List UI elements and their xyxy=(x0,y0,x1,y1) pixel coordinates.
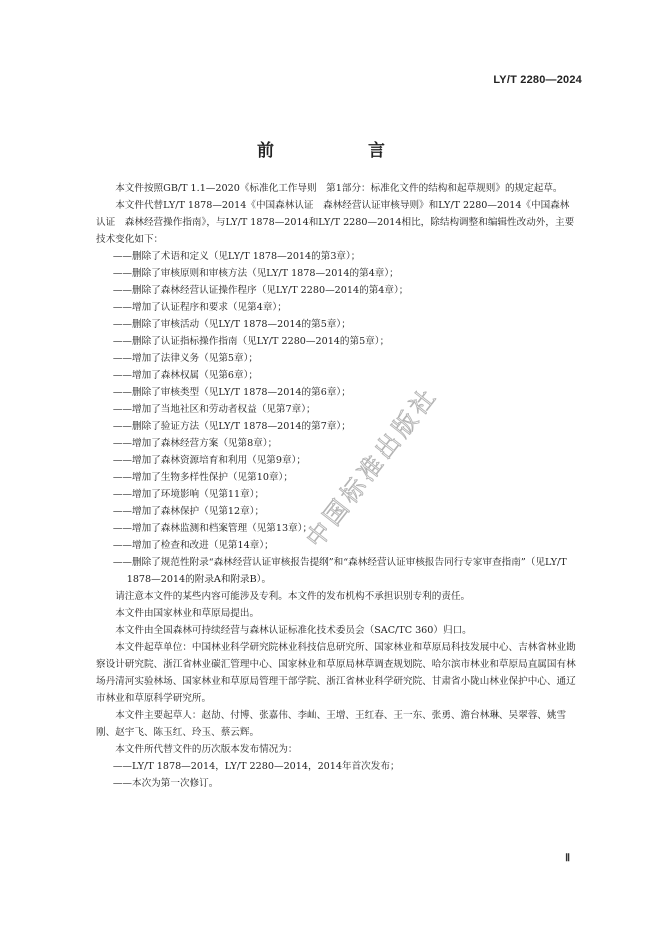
paragraph: 本文件按照GB/T 1.1—2020《标准化工作导则 第1部分：标准化文件的结构和起草规则》的规定起草。 xyxy=(115,183,563,194)
page-number: Ⅱ xyxy=(565,853,570,864)
list-item: ——删除了审核原则和审核方法（见LY/T 1878—2014的第4章）； xyxy=(112,268,399,279)
list-item: ——增加了法律义务（见第5章）； xyxy=(112,353,259,364)
paragraph: 本文件代替LY/T 1878—2014《中国森林认证 森林经营认证审核导则》和LY/T 2280—2014《中国森林认证 森林经营操作指南》，与LY/T 1878—2014和LY/T 2280—2014相比，除结构调整和编辑性改动外，主要技术变化如下： xyxy=(96,200,575,245)
list-item: ——增加了认证程序和要求（见第4章）； xyxy=(112,302,287,313)
list-item: ——删除了审核活动（见LY/T 1878—2014的第5章）； xyxy=(112,319,351,330)
list-item: ——删除了审核类型（见LY/T 1878—2014的第6章）； xyxy=(112,387,351,398)
list-item: ——删除了认证指标操作指南（见LY/T 2280—2014的第5章）； xyxy=(112,336,390,347)
list-item: ——增加了森林监测和档案管理（见第13章）； xyxy=(112,523,313,534)
list-item: ——增加了森林经营方案（见第8章）； xyxy=(112,438,278,449)
publisher-watermark: 中国标准出版社 xyxy=(300,381,444,553)
list-item: ——增加了森林资源培育和利用（见第9章）； xyxy=(112,455,306,466)
paragraph: 本文件所代替文件的历次版本发布情况为： xyxy=(115,744,298,755)
list-item: ——增加了当地社区和劳动者权益（见第7章）； xyxy=(112,404,316,415)
list-item: ——LY/T 1878—2014，LY/T 2280—2014，2014年首次发布； xyxy=(112,761,400,772)
list-item: ——增加了森林保护（见第12章）； xyxy=(112,506,265,517)
history-list xyxy=(96,758,576,792)
paragraph: 本文件由国家林业和草原局提出。 xyxy=(115,608,260,619)
page-title: 前 言 xyxy=(257,141,405,161)
list-item: ——本次为第一次修订。 xyxy=(112,778,219,789)
list-item: ——增加了生物多样性保护（见第10章）； xyxy=(112,472,293,483)
paragraph: 本文件起草单位：中国林业科学研究院林业科技信息研究所、国家林业和草原局科技发展中心、吉林省林业勘察设计研究院、浙江省林业碳汇管理中心、国家林业和草原局林草调查规划院、哈尔滨市林业和草原局直属国有林场丹清河实验林场、国家林业和草原局管理干部学院、浙江省林业科学研究院、甘肃省小陇山林业保护中心、通辽市林业和草原科学研究所。 xyxy=(96,642,576,704)
list-item: ——增加了环境影响（见第11章）； xyxy=(112,489,265,500)
paragraph: 本文件主要起草人：赵劼、付博、张嘉伟、李屾、王增、王红春、王一东、张勇、澹台林琳、吴翠蓉、姚雪刚、赵宇飞、陈玉红、玲玉、蔡云辉。 xyxy=(96,710,567,738)
list-item: ——删除了术语和定义（见LY/T 1878—2014的第3章）； xyxy=(112,251,361,262)
standard-code: LY/T 2280—2024 xyxy=(493,74,582,86)
paragraph: 请注意本文件的某些内容可能涉及专利。本文件的发布机构不承担识别专利的责任。 xyxy=(115,591,471,602)
list-item: ——删除了森林经营认证操作程序（见LY/T 2280—2014的第4章）； xyxy=(112,285,409,296)
paragraph: 本文件由全国森林可持续经营与森林认证标准化技术委员会（SAC/TC 360）归口。 xyxy=(115,625,472,636)
list-item: ——删除了规范性附录“森林经营认证审核报告提纲”和“森林经营认证审核报告同行专家审查指南”（见LY/T 1878—2014的附录A和附录B）。 xyxy=(112,557,567,585)
list-item: ——增加了森林权属（见第6章）； xyxy=(112,370,259,381)
list-item: ——删除了验证方法（见LY/T 1878—2014的第7章）； xyxy=(112,421,351,432)
list-item: ——增加了检查和改进（见第14章）； xyxy=(112,540,274,551)
